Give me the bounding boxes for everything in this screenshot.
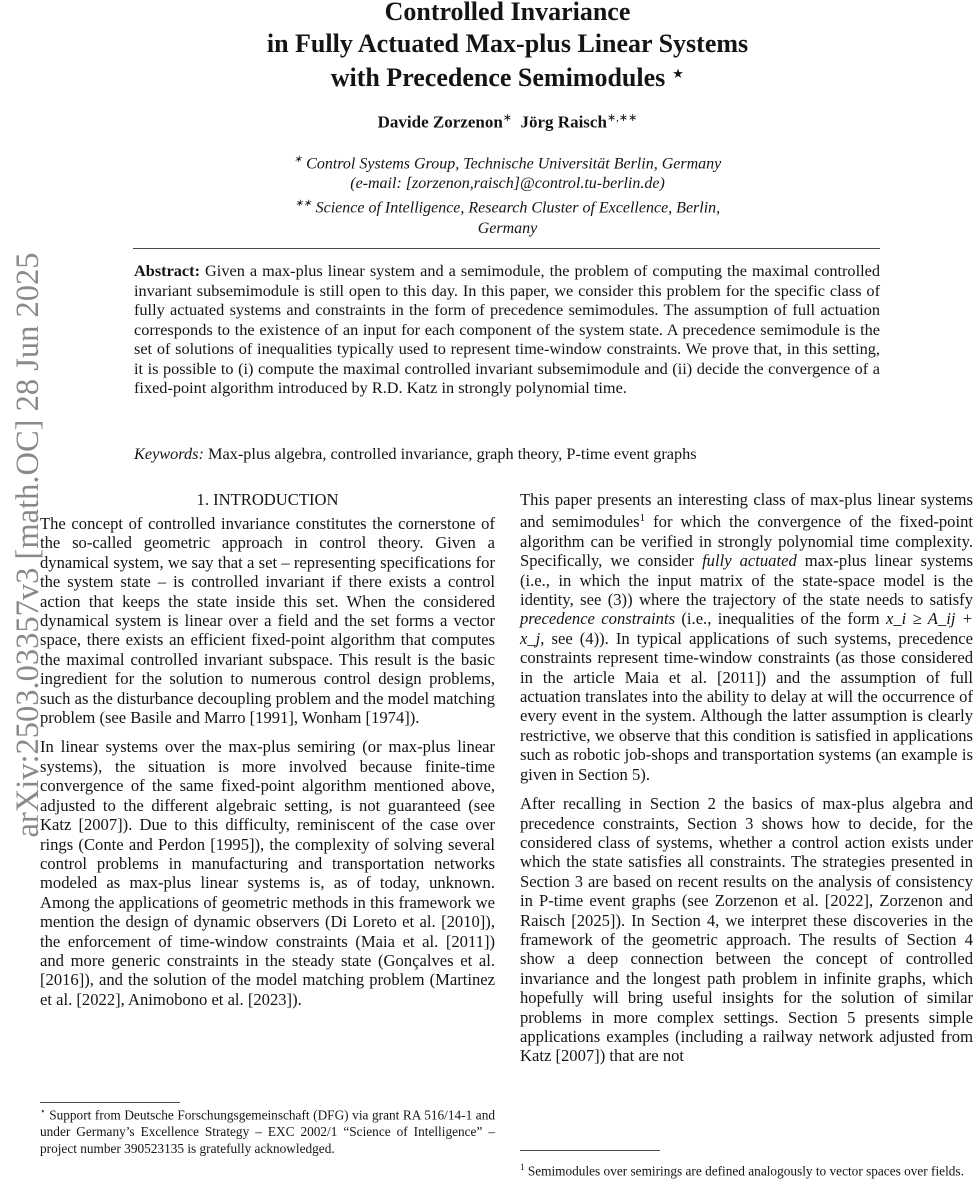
- footnote-mark: 1: [520, 1162, 525, 1172]
- inline-math: x_i ≥ A_ij + x_j: [520, 609, 974, 648]
- affiliation-b-line-1: ∗∗ Science of Intelligence, Research Cluster of Excellence, Berlin,: [294, 198, 721, 217]
- paragraph: The concept of controlled invariance constitutes the cornerstone of the so-called geometric approach in control theory. Given a dynamical system, we say that a set – representing specifications for the system state – is controlled invariant if there exists a control action that keeps the state inside this set. When the considered dynamical system is linear over a field and the set forms a vector space, there exists an efficient fixed-point algorithm that computes the maximal controlled invariant subspace. This result is the basic ingredient for the solution to numerous control design problems, such as the disturbance decoupling problem and the model matching problem (see Basile and Marro [1991], Wonham [1974]).: [40, 514, 495, 728]
- footnote-rule-right: [520, 1150, 660, 1151]
- abstract: [134, 261, 880, 398]
- abstract-text: Given a max-plus linear system and a semimodule, the problem of computing the maximal controlled invariant subsemimodule is still open to this day. In this paper, we consider this problem for the specific class of fully actuated systems and constraints in the form of precedence semimodules. The assumption of full actuation corresponds to the existence of an input for each component of the system state. A precedence semimodule is the set of solutions of inequalities typically used to represent time-window constraints. We prove that, in this setting, it is possible to (i) compute the maximal controlled invariant subsemimodule and (ii) decide the convergence of a fixed-point algorithm introduced by R.D. Katz in strongly polynomial time.: [134, 261, 880, 397]
- author-list: [110, 111, 905, 133]
- footnote-ref-1: 1: [639, 512, 646, 525]
- author-name: Davide Zorzenon: [377, 112, 503, 132]
- keywords: [134, 444, 880, 464]
- footnote-mark: ⋆: [40, 1106, 46, 1116]
- footnote-funding: ⋆ Support from Deutsche Forschungsgemeinschaft (DFG) via grant RA 516/14-1 and under Germany’s Excellence Strategy – EXC 2002/1 “Science of Intelligence” – project number 390523135 is gratefully acknowledged.: [40, 1106, 495, 1157]
- abstract-label: Abstract:: [134, 261, 201, 280]
- author-mark: ∗,∗∗: [606, 112, 638, 124]
- author-mark: ∗: [502, 112, 513, 124]
- paper-title: [110, 0, 905, 94]
- title-line-2: in Fully Actuated Max-plus Linear Systems: [266, 28, 749, 58]
- affiliation-a-line-1: ∗ Control Systems Group, Technische Universität Berlin, Germany: [293, 154, 722, 173]
- paragraph: This paper presents an interesting class of max-plus linear systems and semimodules$^1$ for which the convergence of the fixed-point algorithm can be verified in strongly polynomial time complexity. Specifically, we consider fully actuated max-plus linear systems (i.e., in which the input matrix of the state-space model is the identity, see (3)) where the trajectory of the state needs to satisfy precedence constraints (i.e., inequalities of the form x_i ≥ A_ij + x_j, see (4)). In typical applications of such systems, precedence constraints represent time-window constraints (as those considered in the article Maia et al. [2011]) and the assumption of full actuation translates into the ability to delay at will the occurrence of every event in the system. Although the latter assumption is clearly restrictive, we observe that this condition is satisfied in applications such as robotic job-shops and transportation systems (an example is given in Section 5).: [520, 490, 974, 784]
- right-column: [520, 490, 973, 1076]
- affiliation-b-line-2: Germany: [477, 219, 538, 237]
- keywords-label: Keywords:: [134, 444, 204, 463]
- affiliation-email: (e-mail: [zorzenon,raisch]@control.tu-berlin.de): [350, 175, 665, 193]
- arxiv-stamp: arXiv:2503.03357v3 [math.OC] 28 Jun 2025: [10, 252, 46, 838]
- paragraph: In linear systems over the max-plus semiring (or max-plus linear systems), the situation is more involved because finite-time convergence of the same fixed-point algorithm mentioned above, adjusted to the different algebraic setting, is not guaranteed (see Katz [2007]). Due to this difficulty, reminiscent of the case over rings (Conte and Perdon [1995]), the complexity of solving several control problems in manufacturing and transportation networks modeled as max-plus linear systems is, as of today, unknown. Among the applications of geometric methods in this framework we mention the design of dynamic observers (Di Loreto et al. [2010]), the enforcement of time-window constraints (Maia et al. [2011]) and more generic constraints in the steady state (Gonçalves et al. [2016]), and the solution of the model matching problem (Martinez et al. [2022], Animobono et al. [2023]).: [40, 737, 495, 1009]
- paragraph: After recalling in Section 2 the basics of max-plus algebra and precedence constraints, Section 3 shows how to decide, for the considered class of systems, whether a control action exists under which the state satisfies all constraints. The strategies presented in Section 3 are based on recent results on the analysis of consistency in P-time event graphs (see Zorzenon et al. [2022], Zorzenon and Raisch [2025]). In Section 4, we interpret these discoveries in the framework of the geometric approach. The results of Section 4 show a deep connection between the concept of controlled invariance and the longest path problem in infinite graphs, which hopefully will bring useful insights for the solution of similar problems in more complex settings. Section 5 presents simple applications examples (including a railway network adjusted from Katz [2007]) that are not: [520, 794, 973, 1066]
- left-column: [40, 514, 495, 1019]
- abstract-top-rule: [133, 248, 880, 249]
- keywords-text: Max-plus algebra, controlled invariance, graph theory, P-time event graphs: [208, 444, 697, 463]
- affiliations: [110, 150, 905, 239]
- title-line-1: Controlled Invariance: [384, 0, 631, 26]
- section-heading-introduction: 1. INTRODUCTION: [196, 490, 339, 509]
- title-line-3: with Precedence Semimodules ⋆: [330, 63, 685, 92]
- title-footnote-mark: ⋆: [671, 63, 685, 85]
- author-name: Jörg Raisch: [520, 112, 607, 132]
- footnote-1: $^1$ Semimodules over semirings are defined analogously to vector spaces over fields.: [520, 1162, 964, 1179]
